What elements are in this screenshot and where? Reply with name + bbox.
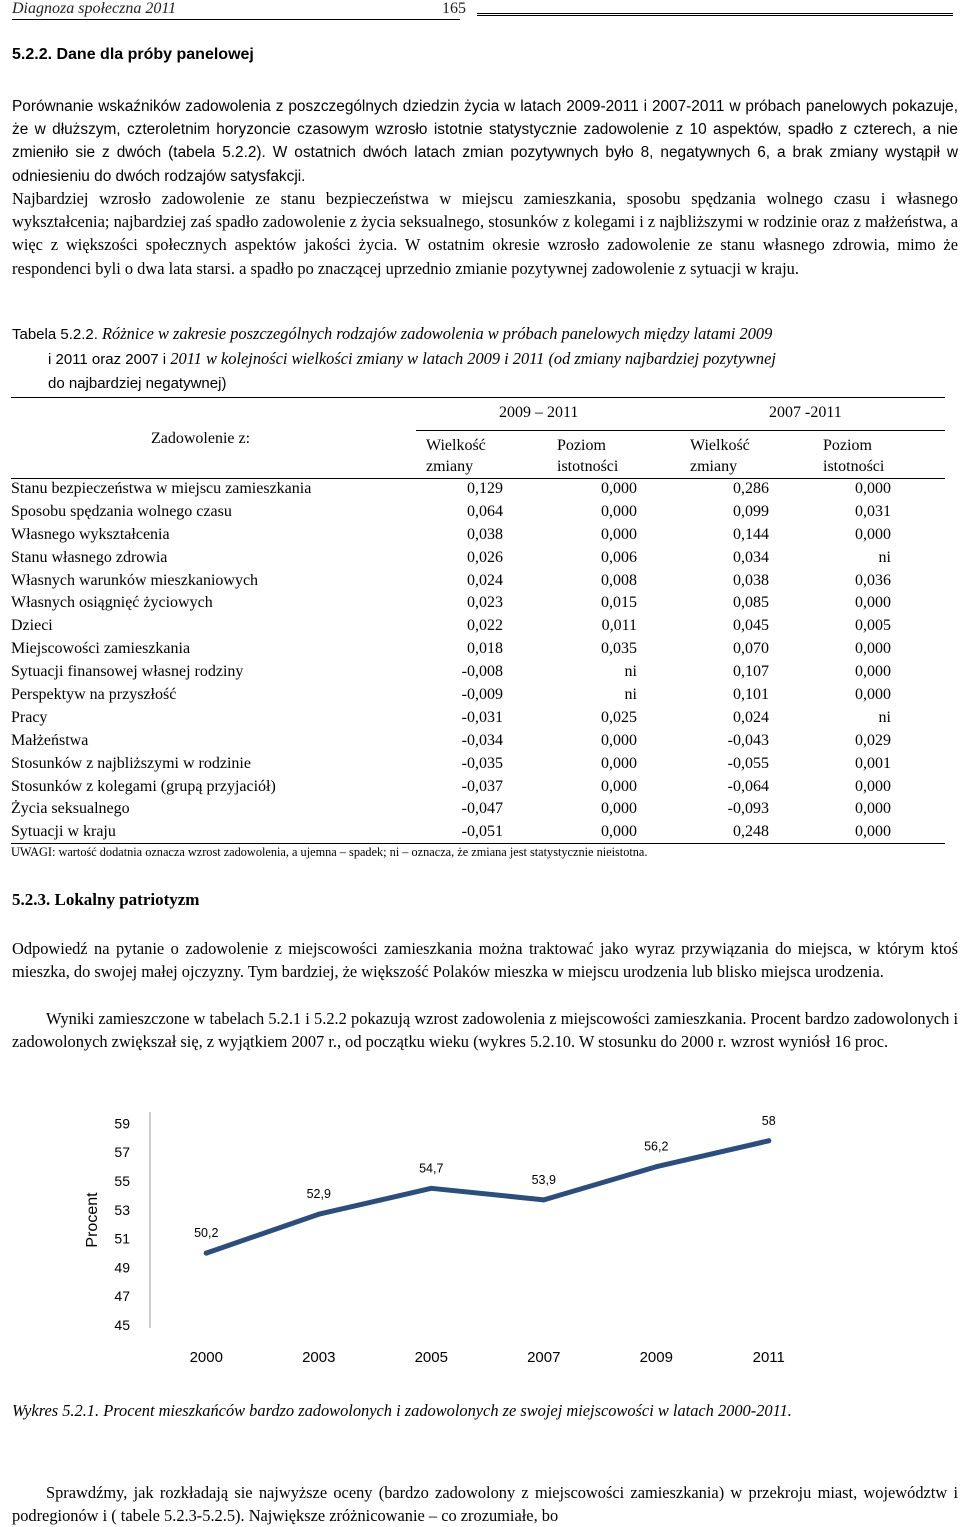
table-note: UWAGI: wartość dodatnia oznacza wzrost zadowolenia, a ujemna – spadek; ni – oznacza, że zmiana jest statystycznie nieistotna. [11,845,648,859]
row-label: Miejscowości zamieszkania [11,640,191,658]
change-value: 0,085 [733,594,769,612]
closing-paragraph: Sprawdźmy, jak rozkładają sie najwyższe oceny (bardzo zadowolony z miejscowości zamieszkania) w przekroju miast, województw i podregionów i ( tabele 5.2.3-5.2.5). Największe zróżnicowanie – co zrozumiałe, bo [12,1483,958,1526]
table-bottom-rule [11,843,945,844]
paragraph-523-2: Wyniki zamieszczone w tabelach 5.2.1 i 5.2.2 pokazują wzrost zadowolenia z miejscowości zamieszkania. Procent bardzo zadowolonych i zadowolonych zwiększał się, z wyjątkiem 2007 r., od początku wieku (wykres 5.2.10. W stosunku do 2000 r. wzrost wyniósł 16 proc. [12,1009,958,1052]
section-heading-522: 5.2.2. Dane dla próby panelowej [12,46,254,63]
table-row [11,592,945,615]
change-value: -0,034 [461,731,503,749]
change-value: 0,099 [733,502,769,520]
significance-value: 0,008 [601,571,637,589]
row-label: Sytuacji finansowej własnej rodziny [11,663,244,681]
row-label: Pracy [11,708,48,726]
page-header [12,0,942,22]
y-tick-label: 55 [114,1173,130,1189]
y-tick-label: 49 [114,1259,130,1276]
change-value: -0,064 [727,777,769,795]
data-point [429,1186,434,1191]
change-value: -0,047 [461,800,503,818]
significance-value: 0,015 [601,594,637,612]
table-caption-line1: Różnice w zakresie poszczególnych rodzajów zadowolenia w próbach panelowych między latami 2009 [102,324,773,343]
change-value: -0,009 [461,686,503,704]
change-value: 0,024 [733,708,769,726]
significance-value: 0,031 [855,502,891,520]
section-heading-523: 5.2.3. Lokalny patriotyzm [12,890,200,909]
row-label: Stosunków z kolegami (grupą przyjaciół) [11,777,276,795]
table-caption-line3: do najbardziej negatywnej) [48,375,227,392]
significance-value: 0,000 [601,777,637,795]
data-label: 58 [761,1113,776,1128]
row-label: Stanu własnego zdrowia [11,548,168,566]
significance-value: 0,029 [855,731,891,749]
change-value: 0,064 [467,502,503,520]
table-row [11,798,945,821]
table-row [11,684,945,707]
significance-value: 0,000 [855,480,891,497]
col-header-change-2 [690,435,750,477]
significance-value: 0,000 [601,823,637,841]
change-value: -0,031 [461,708,503,726]
row-label: Własnych osiągnięć życiowych [11,594,213,612]
table-row [11,570,945,593]
col-header-sig-2 [823,435,884,477]
table-row [11,524,945,547]
change-value: 0,286 [733,480,769,497]
data-label: 56,2 [644,1139,669,1154]
significance-value: 0,001 [855,754,891,772]
change-value: -0,008 [461,663,503,681]
change-value: -0,051 [461,823,503,841]
data-label: 50,2 [194,1226,219,1241]
header-rule-left [12,19,460,20]
significance-value: ni [624,663,637,681]
significance-value: 0,000 [855,823,891,841]
row-label: Małżeństwa [11,731,89,749]
y-axis-title: Procent [84,1192,101,1248]
data-point [654,1164,659,1169]
significance-value: 0,005 [855,617,891,635]
data-label: 54,7 [419,1161,444,1176]
figure-caption [12,1400,952,1422]
change-value: -0,037 [461,777,503,795]
significance-value: 0,011 [601,617,637,635]
significance-value: 0,000 [855,594,891,612]
data-point [766,1138,771,1143]
row-label: Dzieci [11,617,53,635]
table-caption-line2b: 2011 w kolejności wielkości zmiany w latach 2009 i 2011 (od zmiany najbardziej pozytywnej [170,348,776,368]
significance-value: 0,000 [855,800,891,818]
col-header-sig-2-line1: Poziom [823,437,872,454]
significance-value: 0,000 [855,640,891,658]
table-row [11,730,945,753]
series-line [206,1141,769,1253]
significance-value: ni [624,686,637,704]
col-header-change-1-line1: Wielkość [426,437,486,454]
significance-value: 0,025 [601,708,637,726]
data-label: 52,9 [306,1187,331,1202]
paragraph-522-1 [12,95,958,188]
change-value: -0,043 [727,731,769,749]
change-value: 0,101 [733,686,769,704]
col-header-sig-1 [557,435,618,477]
significance-value: 0,000 [601,525,637,543]
table-top-rule [11,397,945,398]
paragraph-522-1-text: Porównanie wskaźników zadowolenia z poszczególnych dziedzin życia w latach 2009-2011 i 2007-2011 w próbach panelowych pokazuje, że w dłuższym, czteroletnim horyzoncie czasowym wzrosło istotnie statystycznie zadowolenie z 10 aspektów, spadło z czterech, a nie zmieniło sie z dwóch (tabela 5.2.2). W ostatnich dwóch latach zmian pozytywnych było 8, negatywnych 6, a brak zmiany wystąpił w odniesieniu do dwóch rodzajów satysfakcji. [12,98,958,185]
row-label: Własnego wykształcenia [11,525,170,543]
table-row [11,547,945,570]
change-value: 0,024 [467,571,503,589]
table-row [11,753,945,776]
significance-value: 0,000 [855,663,891,681]
row-label: Sytuacji w kraju [11,823,116,841]
change-value: 0,248 [733,823,769,841]
figure-caption-text: Procent mieszkańców bardzo zadowolonych i zadowolonych ze swojej miejscowości w latach 2000-2011. [103,1401,792,1420]
significance-value: 0,000 [601,800,637,818]
table-caption-line2a: i 2011 oraz 2007 i [48,350,171,368]
change-value: 0,144 [733,525,769,543]
change-value: 0,026 [467,548,503,566]
significance-value: ni [878,708,891,726]
table-row [11,615,945,638]
change-value: -0,093 [727,800,769,818]
col-header-change-2-line2: zmiany [690,458,738,475]
significance-value: 0,000 [855,686,891,704]
group-header-rule [416,430,945,431]
row-label: Stanu bezpieczeństwa w miejscu zamieszkania [11,480,312,497]
change-value: 0,038 [467,525,503,543]
table-body [11,478,945,844]
group-header-2007-2011: 2007 -2011 [769,404,842,421]
table-label: Tabela 5.2.2. [12,326,98,343]
y-tick-label: 45 [114,1317,130,1333]
x-tick-label: 2000 [189,1349,223,1366]
change-value: -0,035 [461,754,503,772]
change-value: 0,070 [733,640,769,658]
group-header-2009-2011: 2009 – 2011 [499,404,579,421]
change-value: 0,129 [467,480,503,497]
change-value: 0,107 [733,663,769,681]
page-number: 165 [442,0,466,17]
row-label: Życia seksualnego [11,800,130,818]
significance-value: ni [878,548,891,566]
significance-value: 0,000 [601,480,637,497]
row-label: Sposobu spędzania wolnego czasu [11,502,232,520]
row-label: Własnych warunków mieszkaniowych [11,571,259,589]
running-title: Diagnoza społeczna 2011 [12,0,177,17]
change-value: 0,022 [467,617,503,635]
data-point [541,1197,546,1202]
x-tick-label: 2011 [752,1349,785,1366]
data-point [316,1212,321,1217]
y-tick-label: 51 [114,1230,130,1247]
significance-value: 0,035 [601,640,637,658]
row-header-label: Zadowolenie z: [151,430,251,447]
x-tick-label: 2009 [639,1349,673,1366]
table-row [11,661,945,684]
col-header-sig-1-line2: istotności [557,458,619,475]
row-label: Stosunków z najbliższymi w rodzinie [11,754,251,772]
paragraph-523-1: Odpowiedź na pytanie o zadowolenie z miejscowości zamieszkania można traktować jako wyraz przywiązania do miejsca, w którym ktoś mieszka, do swojej małej ojczyzny. Tym bardziej, że większość Polaków mieszka w miejscu urodzenia lub blisko miejsca urodzenia. [12,939,958,982]
table-row [11,501,945,524]
y-tick-label: 59 [114,1115,130,1132]
row-label: Perspektyw na przyszłość [11,686,177,704]
x-tick-label: 2005 [414,1349,448,1366]
line-chart [55,1100,845,1390]
change-value: 0,045 [733,617,769,635]
table-row [11,776,945,799]
line-chart-svg [55,1100,845,1390]
significance-value: 0,000 [855,525,891,543]
col-header-change-2-line1: Wielkość [690,437,750,454]
change-value: 0,038 [733,571,769,589]
change-value: 0,034 [733,548,769,566]
table-row [11,478,945,501]
table-row [11,638,945,661]
significance-value: 0,006 [601,548,637,566]
significance-value: 0,036 [855,571,891,589]
table-row [11,821,945,844]
figure-caption-label: Wykres 5.2.1. [12,1401,100,1420]
significance-value: 0,000 [601,754,637,772]
data-point [204,1251,209,1256]
col-header-change-1 [426,435,486,477]
col-header-sig-1-line1: Poziom [557,437,606,454]
significance-value: 0,000 [601,731,637,749]
x-tick-label: 2007 [527,1349,561,1366]
table-row [11,707,945,730]
table-caption [12,322,958,396]
change-value: -0,055 [727,754,769,772]
data-label: 53,9 [531,1172,556,1187]
y-tick-label: 47 [114,1288,130,1305]
significance-value: 0,000 [601,502,637,520]
col-header-change-1-line2: zmiany [426,458,474,475]
x-tick-label: 2003 [302,1349,336,1366]
col-header-sig-2-line2: istotności [823,458,885,475]
change-value: 0,018 [467,640,503,658]
significance-value: 0,000 [855,777,891,795]
y-tick-label: 57 [114,1144,130,1161]
header-rule-right [477,13,953,16]
y-tick-label: 53 [114,1201,130,1218]
change-value: 0,023 [467,594,503,612]
paragraph-522-2: Najbardziej wzrosło zadowolenie ze stanu bezpieczeństwa w miejscu zamieszkania, sposobu spędzania wolnego czasu i własnego wykształcenia; najbardziej zaś spadło zadowolenie z życia seksualnego, stosunków z kolegami i z najbliższymi w rodzinie oraz z małżeństwa, a więc z większości społecznych aspektów jakości życia. W ostatnim okresie wzrosło zadowolenie ze stanu własnego zdrowia, mimo że respondenci byli o dwa lata starsi. a spadło po znaczącej uprzednio zmianie pozytywnej zadowolenie z sytuacji w kraju. [12,189,958,278]
